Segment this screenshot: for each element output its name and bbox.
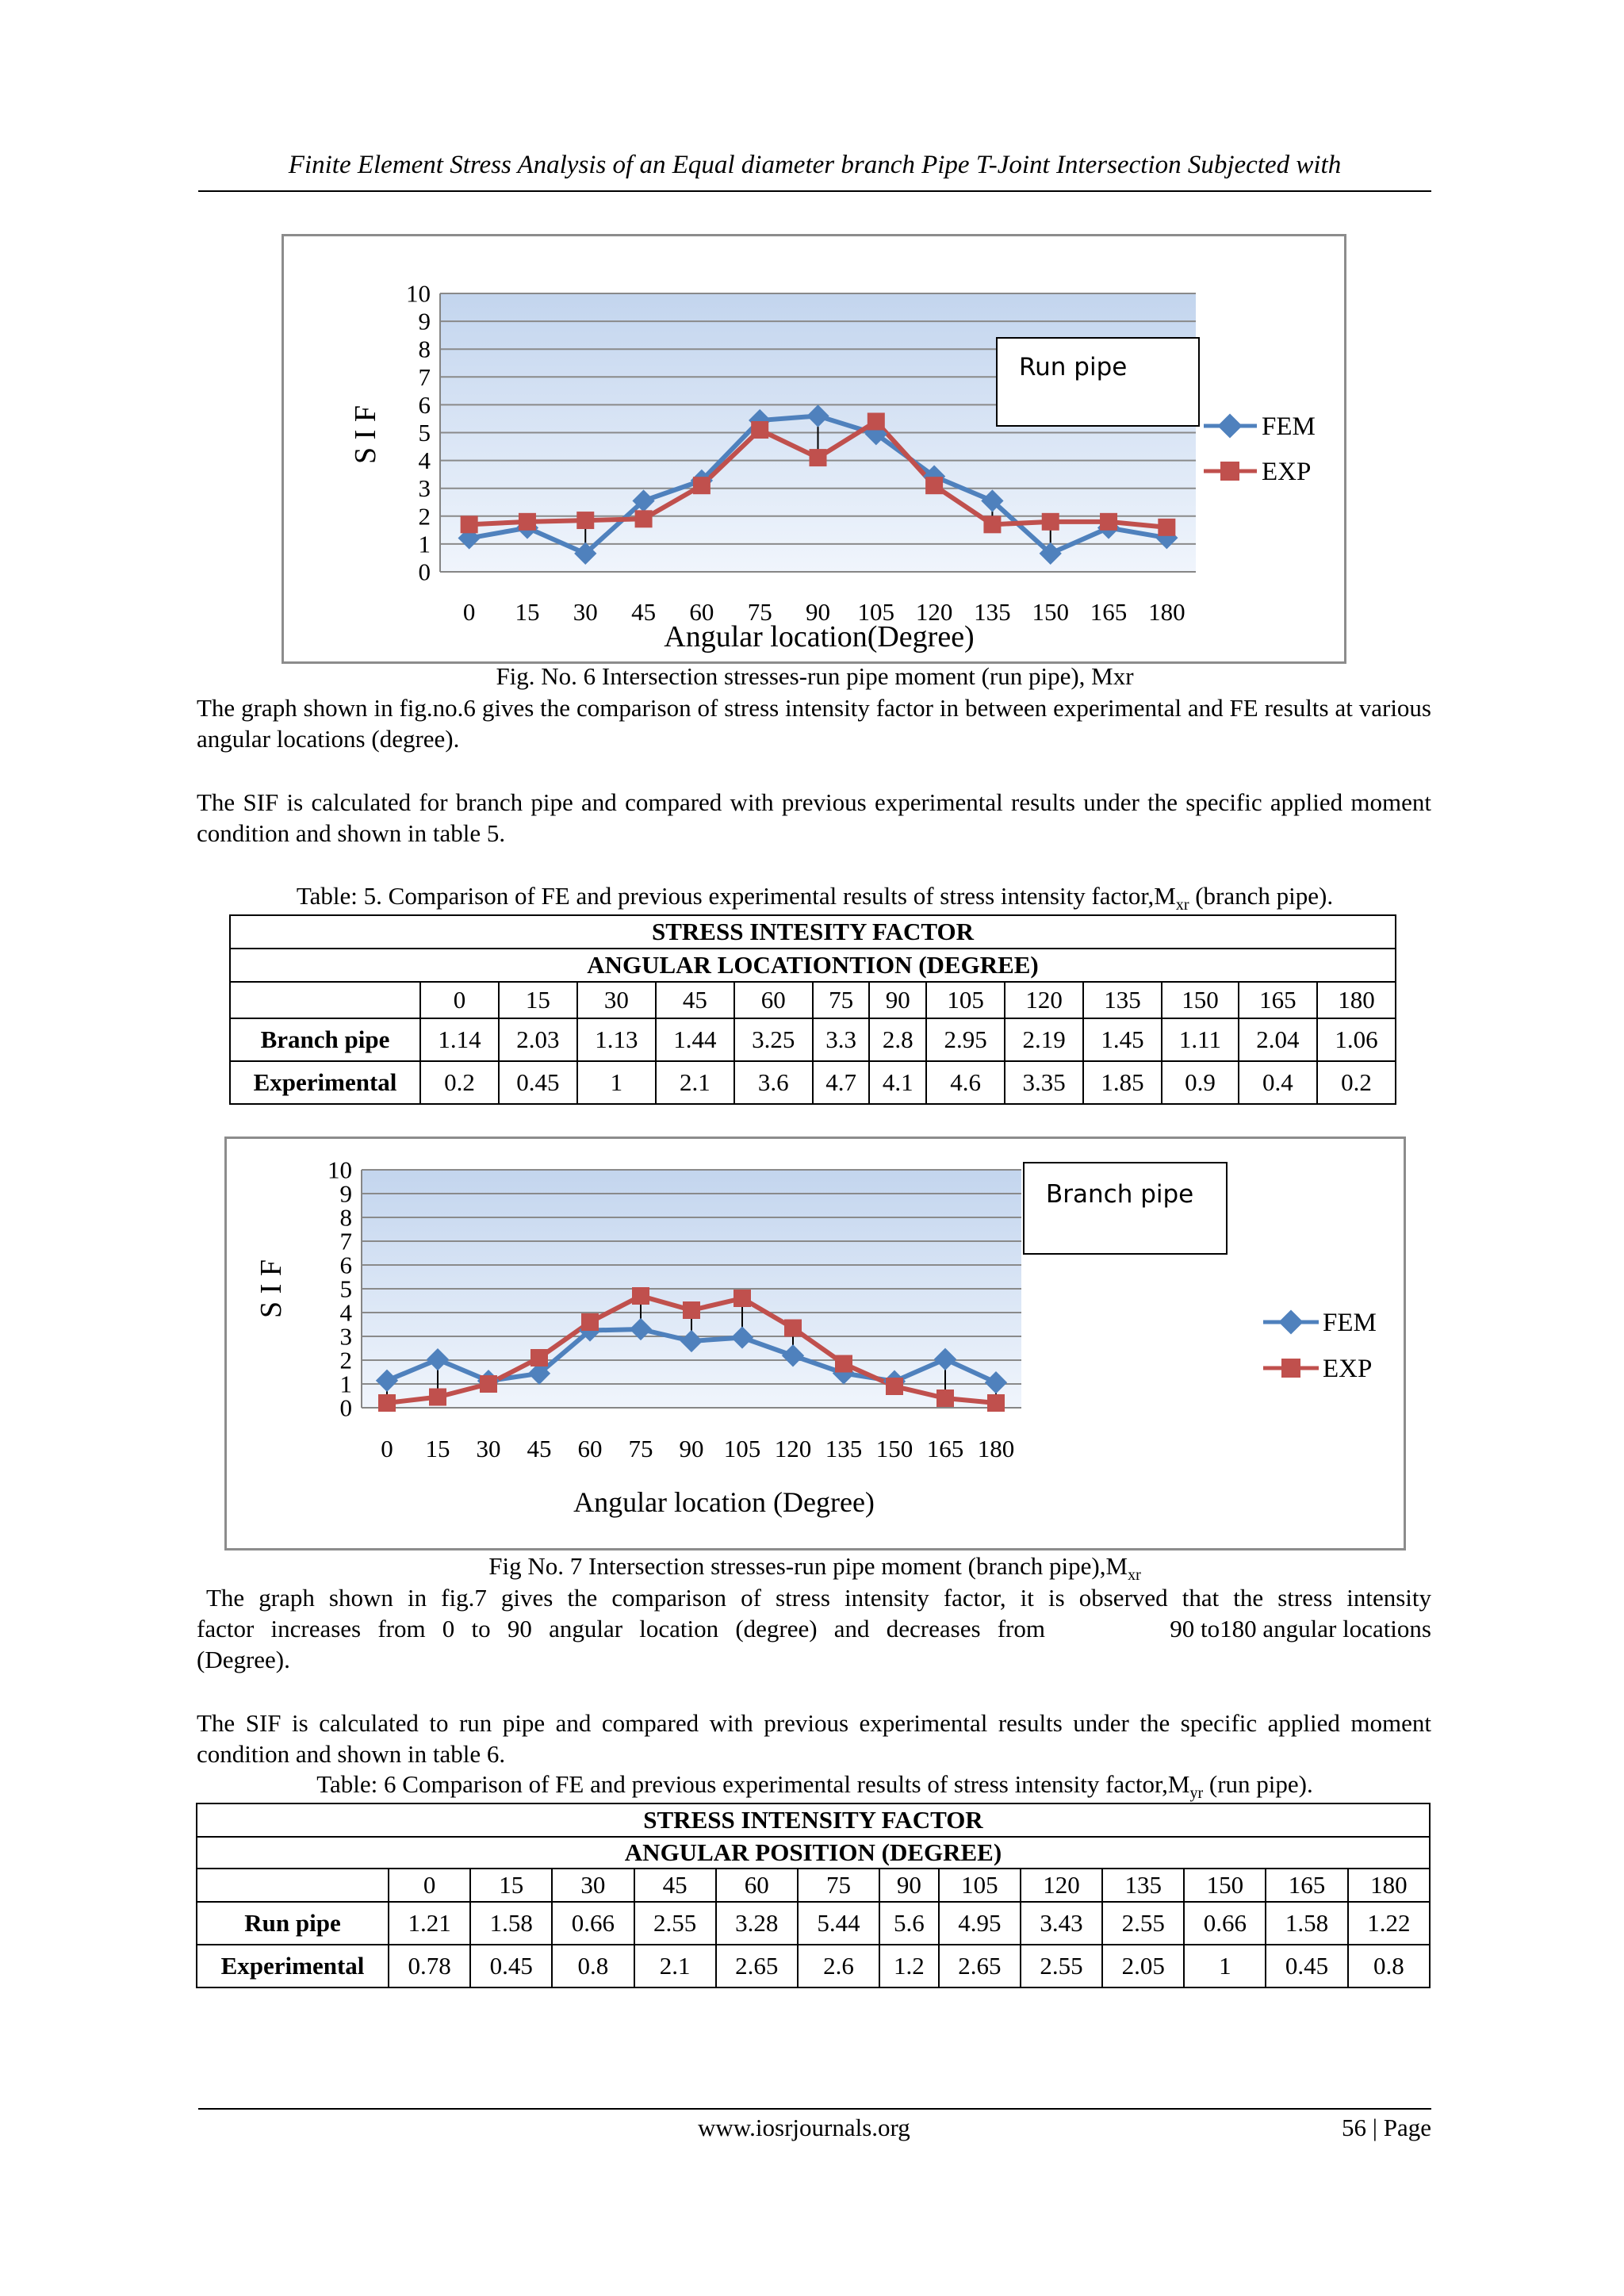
fig7-point-exp [886,1378,903,1395]
table6-cell: 3.28 [716,1902,798,1945]
fig7-point-exp [378,1394,396,1412]
table6-cell: 0.8 [552,1945,634,1987]
fig6-point-exp [693,477,710,494]
table6-angle-header: 60 [716,1869,798,1902]
table6-row-label: Run pipe [197,1902,389,1945]
table6-angle-header: 165 [1266,1869,1347,1902]
table6-caption-sub: yr [1189,1784,1204,1803]
fig7-point-exp [733,1290,751,1307]
table5-angle-header: 120 [1005,982,1083,1018]
fig6-point-exp [983,516,1001,533]
fig6-callout-box [997,338,1199,426]
table5-cell: 1.45 [1083,1018,1162,1061]
fig6-point-exp [868,412,885,430]
paragraph-fig7-description [197,1582,1431,1675]
fig7-legend-fem-label: FEM [1323,1309,1377,1337]
table5-title: STRESS INTESITY FACTOR [230,915,1396,949]
table6-cell: 0.45 [470,1945,552,1987]
table5-angle-header: 75 [813,982,870,1018]
table5-cell: 4.7 [813,1061,870,1104]
fig7-x-tick: 30 [476,1435,501,1462]
fig6-legend-exp [1204,458,1311,486]
table5-cell: 2.19 [1005,1018,1083,1061]
fig7-point-exp [429,1389,446,1406]
table6-angle-header: 30 [552,1869,634,1902]
table6-angle-header: 45 [634,1869,716,1902]
fig6-x-tick: 180 [1148,598,1185,626]
table5-cell: 2.03 [499,1018,577,1061]
fig7-x-tick: 75 [628,1435,653,1462]
table5-cell: 1.11 [1162,1018,1239,1061]
table5-angle-header: 150 [1162,982,1239,1018]
table5-cell: 1.44 [656,1018,734,1061]
fig6-y-tick: 10 [406,279,431,308]
table5-angle-header: 105 [926,982,1005,1018]
paragraph-fig7-line1: The graph shown in fig.7 gives the comparison of stress intensity factor, it is observed that the stress intensity [206,1584,1431,1612]
table6-cell: 2.65 [716,1945,798,1987]
table5-cell: 3.25 [734,1018,813,1061]
fig7-y-tick: 6 [339,1251,352,1279]
table6-row-label: Experimental [197,1945,389,1987]
table5-caption-main: Table: 5. Comparison of FE and previous experimental results of stress intensity factor,M [296,882,1176,910]
table5-angle-header: 60 [734,982,813,1018]
footer-rule [198,2108,1431,2110]
fig7-y-tick: 1 [339,1370,352,1398]
fig7-point-exp [987,1394,1005,1412]
table5-cell: 0.9 [1162,1061,1239,1104]
table5-cell: 3.6 [734,1061,813,1104]
table-row [197,1945,1430,1987]
table5-angle-header: 165 [1239,982,1317,1018]
paragraph-table5-intro: The SIF is calculated for branch pipe and compared with previous experimental results under the specific applied moment condition and shown in table 5. [197,788,1431,847]
table6-cell: 2.55 [1102,1902,1184,1945]
header-rule [198,190,1431,192]
fig6-y-tick: 3 [418,474,431,503]
table5-cell: 2.95 [926,1018,1005,1061]
table6-cell: 2.55 [1021,1945,1102,1987]
table6-cell: 0.45 [1266,1945,1347,1987]
table5-row-label: Branch pipe [230,1018,420,1061]
table6-cell: 1.2 [879,1945,939,1987]
table6-caption-end: (run pipe). [1203,1770,1313,1798]
fig6-point-exp [635,510,653,527]
fig6-x-tick: 120 [915,598,953,626]
table5-cell: 1 [577,1061,656,1104]
fig7-y-tick: 7 [339,1227,352,1255]
fig6-y-tick: 4 [418,447,431,475]
fig7-point-exp [835,1355,852,1373]
fig6-x-tick: 60 [689,598,714,626]
fig6-y-tick: 7 [418,362,431,391]
fig7-x-tick-labels [381,1435,1014,1462]
fig7-y-tick: 9 [339,1179,352,1208]
table5-angle-header: 30 [577,982,656,1018]
fig6-caption: Fig. No. 6 Intersection stresses-run pipe moment (run pipe), Mxr [496,662,1134,690]
fig6-x-tick: 75 [747,598,772,626]
table6-cell: 2.65 [939,1945,1021,1987]
fig7-y-tick: 5 [339,1274,352,1303]
table6-angle-header: 75 [798,1869,879,1902]
fig6-y-tick: 9 [418,307,431,335]
table5 [229,914,1396,1105]
table-row [197,1902,1430,1945]
table5-angle-header: 135 [1083,982,1162,1018]
paragraph-fig7-line3: (Degree). [197,1646,290,1673]
table6-cell: 0.66 [1184,1902,1266,1945]
fig6-x-axis-label: Angular location(Degree) [664,620,975,654]
table6-cell: 0.66 [552,1902,634,1945]
table-row [230,1061,1396,1104]
table-row [230,1018,1396,1061]
table6-angle-header: 120 [1021,1869,1102,1902]
table6-title: STRESS INTENSITY FACTOR [197,1803,1430,1837]
fig6-x-tick: 15 [515,598,540,626]
table6-cell: 1.22 [1348,1902,1430,1945]
table5-cell: 1.85 [1083,1061,1162,1104]
table5-cell: 4.1 [869,1061,926,1104]
table5-cell: 3.3 [813,1018,870,1061]
table6-angle-header: 15 [470,1869,552,1902]
table5-angle-header: 180 [1317,982,1396,1018]
paragraph-fig7-line2 [197,1613,1431,1644]
fig7-x-tick: 45 [527,1435,552,1462]
table5-cell: 3.35 [1005,1061,1083,1104]
fig7-x-tick: 15 [425,1435,450,1462]
fig6-y-tick-labels [406,280,431,586]
table6-angle-header: 0 [389,1869,470,1902]
table6 [196,1803,1431,1988]
fig6-x-tick: 165 [1090,598,1128,626]
table6-angle-header: 105 [939,1869,1021,1902]
fig6-x-tick: 45 [631,598,657,626]
table5-cell: 2.8 [869,1018,926,1061]
table6-angle-header: 150 [1184,1869,1266,1902]
table6-cell: 1.21 [389,1902,470,1945]
table6-cell: 2.6 [798,1945,879,1987]
fig7-caption [198,1552,1431,1585]
table6-cell: 5.44 [798,1902,879,1945]
fig6-point-exp [925,477,943,494]
fig7-x-tick: 165 [926,1435,964,1462]
fig6-legend-fem-label: FEM [1262,412,1316,441]
fig6-y-tick: 1 [418,530,431,558]
table6-cell: 3.43 [1021,1902,1102,1945]
fig7-x-tick: 60 [577,1435,603,1462]
table5-caption-end: (branch pipe). [1189,882,1334,910]
paragraph-fig7-line2-left: factor increases from 0 to 90 angular location (degree) and decreases from [197,1615,1045,1642]
fig7-point-exp [784,1320,802,1337]
paragraph-fig7-line2-right: 90 to180 angular locations [1170,1615,1431,1642]
fig6-legend-fem [1204,412,1316,441]
table5-angle-header: 45 [656,982,734,1018]
table6-angle-header: 180 [1348,1869,1430,1902]
table5-caption [198,882,1431,914]
table6-cell: 5.6 [879,1902,939,1945]
table6-angle-header: 135 [1102,1869,1184,1902]
fig7-y-tick: 10 [327,1156,352,1184]
fig7-x-tick: 105 [723,1435,761,1462]
running-title: Finite Element Stress Analysis of an Equal diameter branch Pipe T-Joint Intersection Subjected with [288,151,1342,179]
table6-angle-row [197,1869,1430,1902]
fig7-callout-text: Branch pipe [1046,1180,1194,1209]
fig7-legend-exp [1263,1355,1372,1383]
table5-cell: 0.2 [420,1061,499,1104]
table6-angle-header: 90 [879,1869,939,1902]
fig7-y-axis-label: S I F [255,1259,288,1318]
table6-cell: 2.55 [634,1902,716,1945]
fig6-legend-exp-label: EXP [1262,458,1312,486]
fig7-y-tick-labels [327,1156,353,1422]
fig6-x-tick: 90 [806,598,830,626]
fig6-x-tick: 135 [974,598,1011,626]
fig6-x-tick: 0 [462,598,476,626]
table6-cell: 2.1 [634,1945,716,1987]
fig6-chart [282,234,1346,664]
table6-cell: 0.78 [389,1945,470,1987]
table5-cell: 4.6 [926,1061,1005,1104]
footer-page-number: 56 | Page [1342,2114,1431,2141]
table5-corner [230,982,420,1018]
table5-angle-header: 15 [499,982,577,1018]
paragraph-table6-intro: The SIF is calculated to run pipe and compared with previous experimental results under the specific applied moment condition and shown in table 6. [197,1709,1431,1768]
fig6-point-exp [519,513,536,531]
fig6-y-axis-label: S I F [349,405,382,464]
table5-cell: 1.06 [1317,1018,1396,1061]
fig6-point-exp [1158,519,1175,536]
fig6-y-tick: 2 [418,502,431,531]
table6-cell: 4.95 [939,1902,1021,1945]
fig6-y-tick: 6 [418,390,431,419]
fig7-x-axis-label: Angular location (Degree) [573,1486,875,1518]
table5-angle-header: 90 [869,982,926,1018]
fig6-point-exp [576,512,594,529]
footer-site: www.iosrjournals.org [698,2114,910,2141]
fig7-x-tick: 150 [875,1435,914,1462]
table5-cell: 0.45 [499,1061,577,1104]
table5-cell: 1.13 [577,1018,656,1061]
table5-cell: 0.4 [1239,1061,1317,1104]
table5-angle-header: 0 [420,982,499,1018]
table5-angle-row [230,982,1396,1018]
fig6-x-tick: 30 [573,598,598,626]
fig7-legend-fem [1263,1309,1377,1337]
fig6-point-exp [461,516,478,533]
fig7-point-exp [683,1301,700,1319]
table6-cell: 1.58 [1266,1902,1347,1945]
fig7-point-exp [936,1389,954,1407]
fig6-y-tick: 8 [418,335,431,363]
table5-cell: 2.1 [656,1061,734,1104]
paragraph-fig6-description: The graph shown in fig.no.6 gives the comparison of stress intensity factor in between experimental and FE results at various angular locations (degree). [197,694,1431,753]
table5-row-label: Experimental [230,1061,420,1104]
table6-caption [198,1770,1431,1803]
fig7-point-exp [530,1349,548,1366]
fig6-x-tick: 105 [857,598,895,626]
fig6-point-exp [751,421,768,439]
fig7-x-tick: 120 [774,1435,812,1462]
fig7-point-exp [581,1313,599,1331]
fig6-y-tick: 0 [418,558,431,586]
fig7-chart [224,1137,1406,1550]
table6-caption-main: Table: 6 Comparison of FE and previous experimental results of stress intensity factor,M [316,1770,1190,1798]
fig6-y-tick: 5 [418,419,431,447]
fig7-x-tick: 0 [381,1435,393,1462]
fig7-caption-sub: xr [1128,1566,1141,1585]
fig7-caption-main: Fig No. 7 Intersection stresses-run pipe moment (branch pipe),M [488,1552,1128,1580]
fig6-point-exp [1100,513,1117,531]
table5-subtitle: ANGULAR LOCATIONTION (DEGREE) [230,949,1396,982]
table6-corner [197,1869,389,1902]
table6-subtitle: ANGULAR POSITION (DEGREE) [197,1837,1430,1869]
fig7-y-tick: 0 [339,1393,352,1422]
fig6-x-tick: 150 [1032,598,1069,626]
fig7-x-tick: 135 [825,1435,863,1462]
fig6-callout-text: Run pipe [1019,353,1128,381]
fig7-y-tick: 8 [339,1203,352,1232]
table5-cell: 0.2 [1317,1061,1396,1104]
table6-cell: 0.8 [1348,1945,1430,1987]
fig7-y-tick: 3 [339,1322,352,1351]
table6-cell: 1.58 [470,1902,552,1945]
table5-caption-sub: xr [1175,896,1189,914]
fig7-point-exp [480,1375,497,1393]
fig6-point-exp [810,449,827,466]
fig7-legend-exp-label: EXP [1323,1355,1373,1383]
table6-cell: 2.05 [1102,1945,1184,1987]
fig7-y-tick: 4 [339,1298,352,1327]
table6-cell: 1 [1184,1945,1266,1987]
fig7-x-tick: 180 [977,1435,1015,1462]
fig6-point-exp [1042,513,1059,531]
fig7-x-tick: 90 [679,1435,704,1462]
fig7-y-tick: 2 [339,1346,352,1374]
table5-cell: 1.14 [420,1018,499,1061]
fig7-point-exp [632,1287,649,1305]
table5-cell: 2.04 [1239,1018,1317,1061]
